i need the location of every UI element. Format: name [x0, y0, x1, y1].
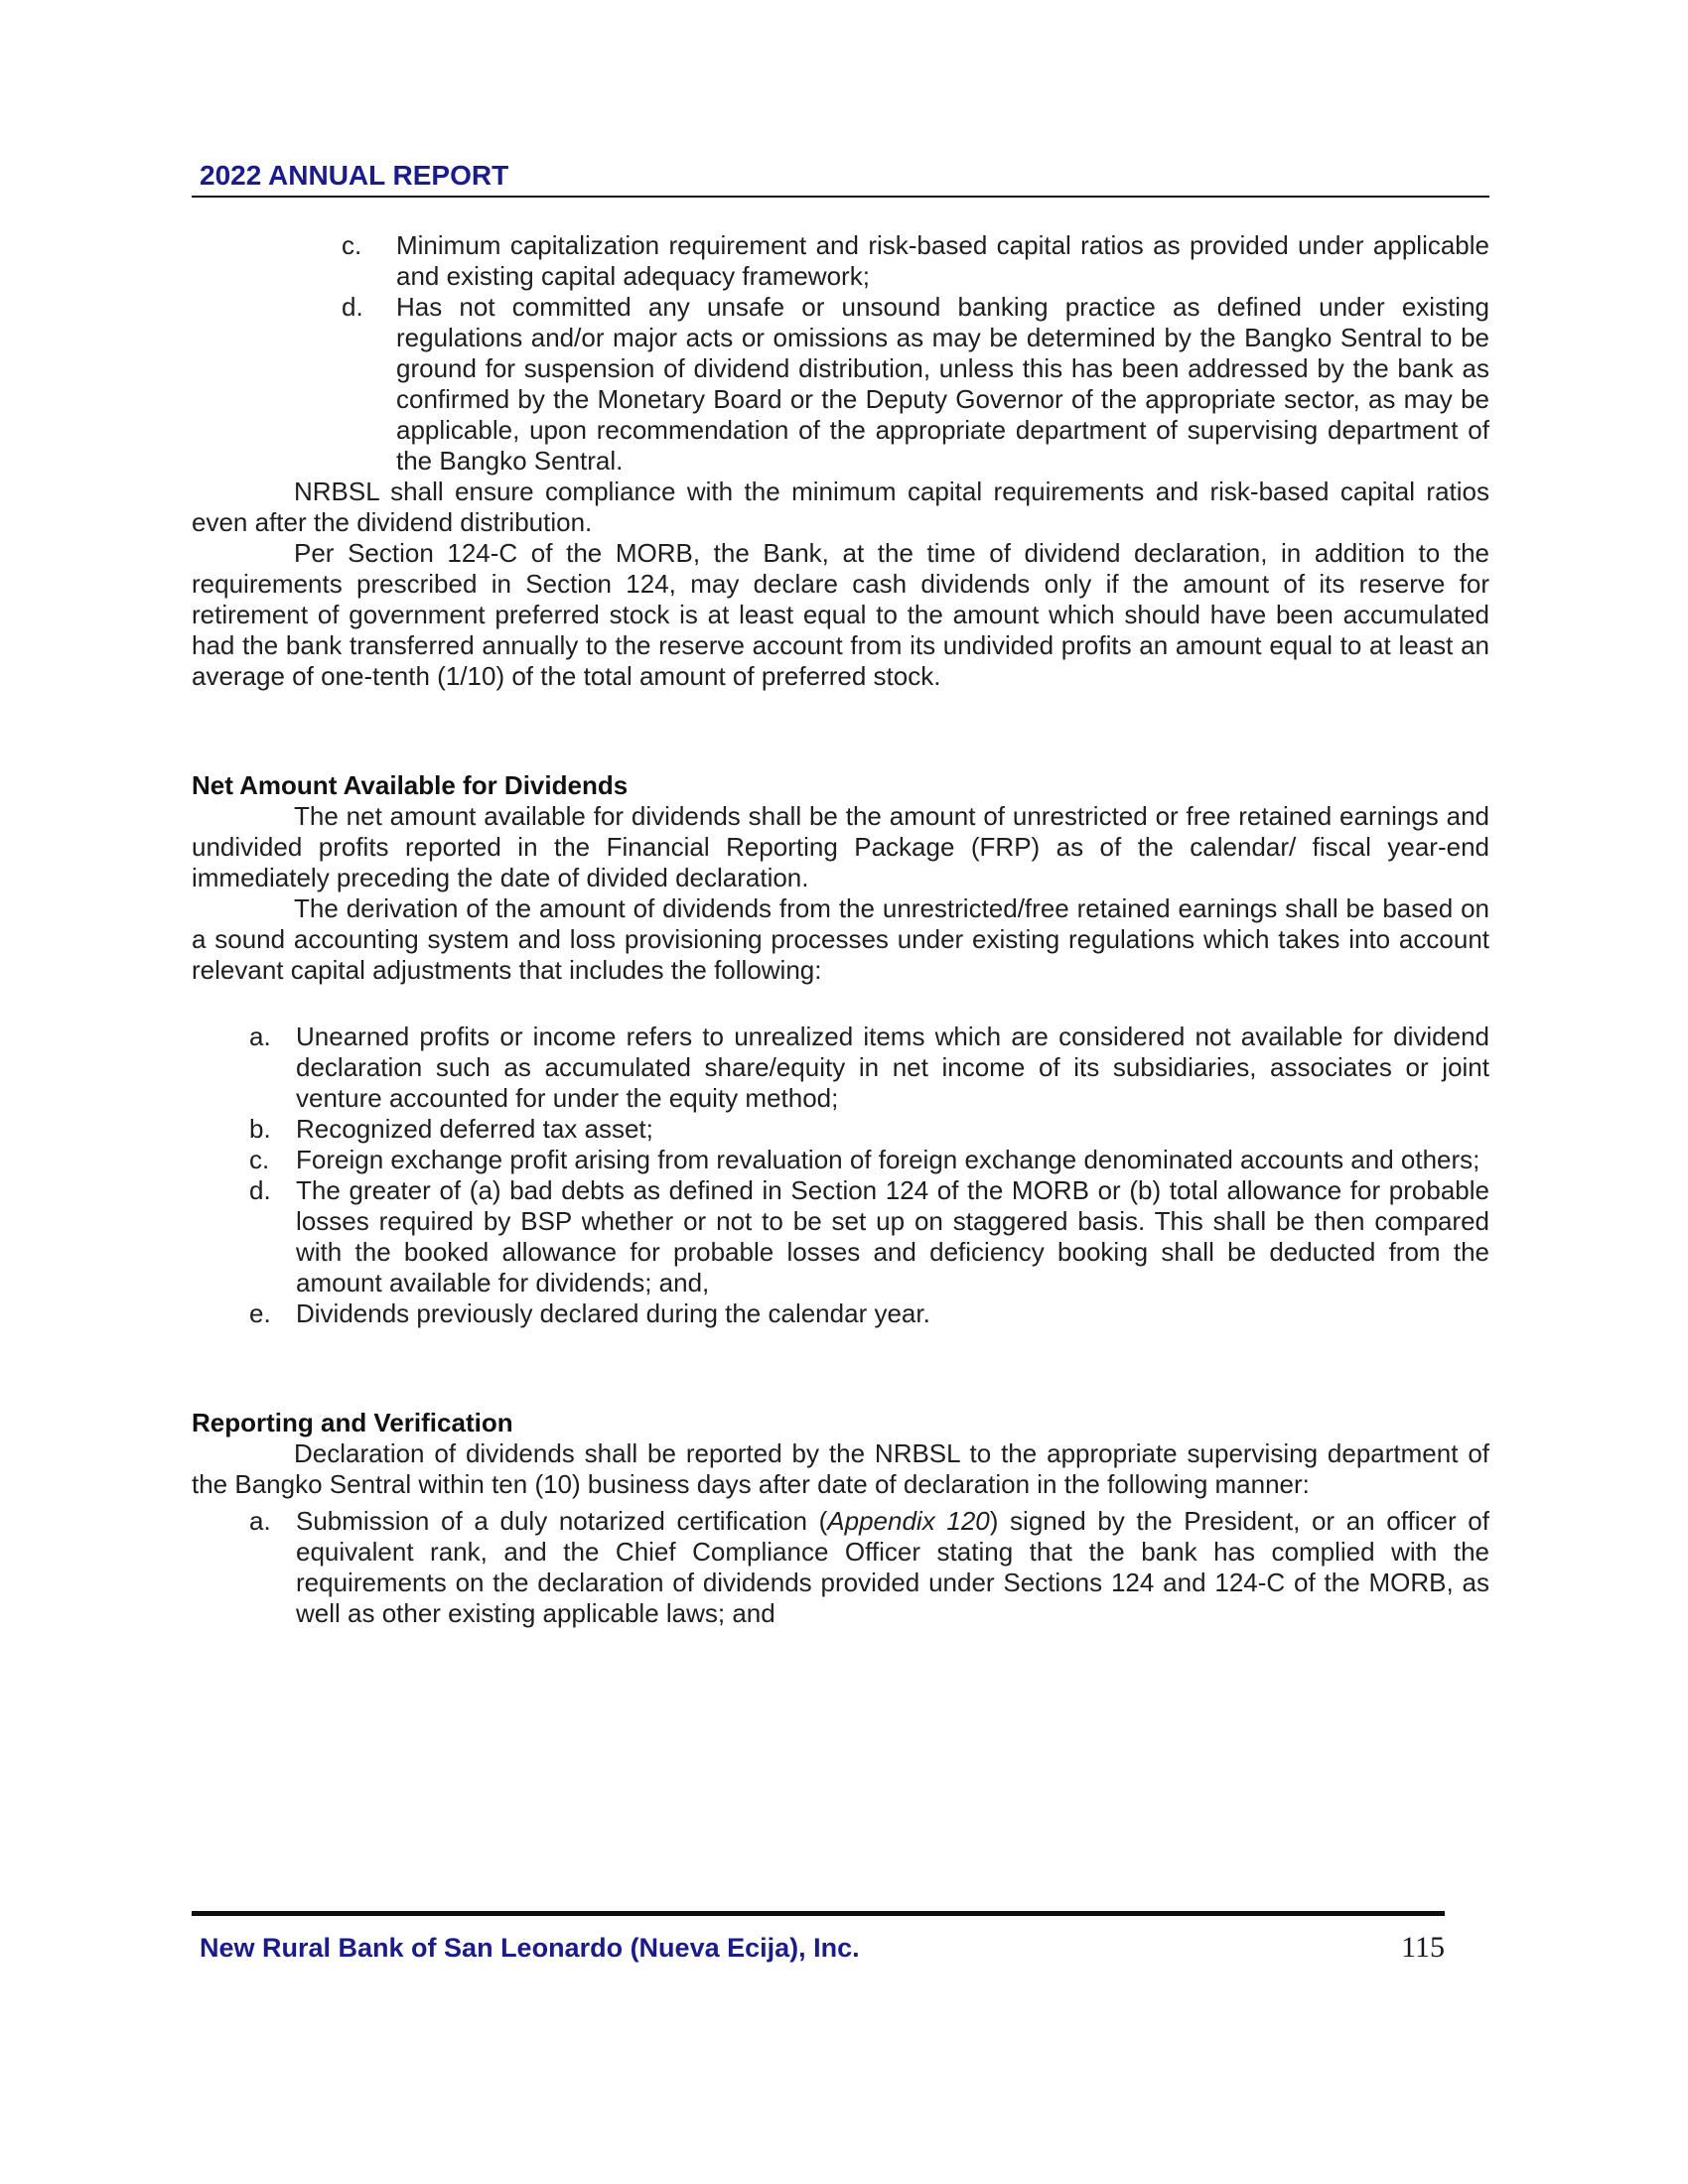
list-item-text: Has not committed any unsafe or unsound banking practice as defined under existing regulations and/or major acts or omissions as may be determined by the Bangko Sentral to be ground for suspension of dividend distribution, unless this has been addressed by the bank as confirmed by the Monetary Board or the Deputy Governor of the appropriate sector, as may be applicable, upon recommendation of the appropriate department of supervising department of the Bangko Sentral. — [396, 292, 1489, 476]
list-item — [192, 1114, 1489, 1145]
reporting-manner-list — [192, 1506, 1489, 1629]
list-item-text: Minimum capitalization requirement and risk-based capital ratios as provided under applicable and existing capital adequacy framework; — [396, 230, 1489, 291]
header-rule — [192, 196, 1489, 198]
list-item-marker: b. — [249, 1114, 271, 1144]
capital-adjustments-list — [192, 1022, 1489, 1329]
list-item — [192, 1506, 1489, 1629]
list-item-marker: d. — [342, 292, 363, 322]
list-item-text: Dividends previously declared during the calendar year. — [296, 1298, 930, 1328]
list-item-text: Recognized deferred tax asset; — [296, 1114, 653, 1144]
list-item — [192, 1175, 1489, 1298]
capital-conditions-list — [192, 230, 1489, 477]
list-item-marker: e. — [249, 1298, 271, 1328]
list-item — [192, 230, 1489, 292]
page-footer — [192, 1932, 1445, 1964]
section-heading-net-amount: Net Amount Available for Dividends — [192, 770, 629, 800]
list-item-text: Foreign exchange profit arising from revaluation of foreign exchange denominated accounts and others; — [296, 1145, 1480, 1174]
list-item-marker: c. — [342, 230, 362, 260]
list-item-text-post: ) signed by the President, or an officer of equivalent rank, and the Chief Compliance Officer stating that the bank has complied with the requirements on the declaration of dividends provided under Sections 124 and 124-C of the MORB, as well as other existing applicable laws; and — [296, 1506, 1489, 1628]
list-item — [192, 292, 1489, 477]
list-item — [192, 1298, 1489, 1329]
list-item-text-italic-appendix: Appendix 120 — [827, 1506, 990, 1536]
list-item-marker: c. — [249, 1145, 270, 1174]
report-header-title: 2022 ANNUAL REPORT — [200, 160, 509, 191]
footer-rule — [192, 1911, 1445, 1916]
list-item — [192, 1145, 1489, 1175]
paragraph-nrbsl-compliance: NRBSL shall ensure compliance with the minimum capital requirements and risk-based capital ratios even after the dividend distribution. — [192, 477, 1489, 537]
paragraph-derivation: The derivation of the amount of dividends from the unrestricted/free retained earnings shall be based on a sound accounting system and loss provisioning processes under existing regulations which takes into account relevant capital adjustments that includes the following: — [192, 893, 1489, 985]
footer-page-number: 115 — [1401, 1931, 1445, 1964]
list-item-text-pre: Submission of a duly notarized certification ( — [296, 1506, 828, 1536]
paragraph-declaration-reporting: Declaration of dividends shall be reported by the NRBSL to the appropriate supervising department of the Bangko Sentral within ten (10) business days after date of declaration in the following manner: — [192, 1438, 1489, 1499]
list-item-text: Unearned profits or income refers to unrealized items which are considered not available for dividend declaration such as accumulated share/equity in net income of its subsidiaries, associates or joint venture accounted for under the equity method; — [296, 1022, 1489, 1113]
list-item-marker: a. — [249, 1506, 271, 1536]
paragraph-per-section-124c: Per Section 124-C of the MORB, the Bank, at the time of dividend declaration, in addition to the requirements prescribed in Section 124, may declare cash dividends only if the amount of its reserve for retirement of government preferred stock is at least equal to the amount which should have been accumulated had the bank transferred annually to the reserve account from its undivided profits an amount equal to at least an average of one-tenth (1/10) of the total amount of preferred stock. — [192, 538, 1489, 691]
section-heading-reporting: Reporting and Verification — [192, 1408, 513, 1437]
footer-bank-name: New Rural Bank of San Leonardo (Nueva Ecija), Inc. — [200, 1933, 860, 1963]
list-item-marker: a. — [249, 1022, 271, 1051]
list-item — [192, 1022, 1489, 1114]
paragraph-net-amount: The net amount available for dividends shall be the amount of unrestricted or free retained earnings and undivided profits reported in the Financial Reporting Package (FRP) as of the calendar/ fiscal year-end immediately preceding the date of divided declaration. — [192, 801, 1489, 892]
list-item-text: The greater of (a) bad debts as defined in Section 124 of the MORB or (b) total allowance for probable losses required by BSP whether or not to be set up on staggered basis. This shall be then compared with the booked allowance for probable losses and deficiency booking shall be deducted from the amount available for dividends; and, — [296, 1175, 1489, 1297]
list-item-marker: d. — [249, 1175, 271, 1205]
